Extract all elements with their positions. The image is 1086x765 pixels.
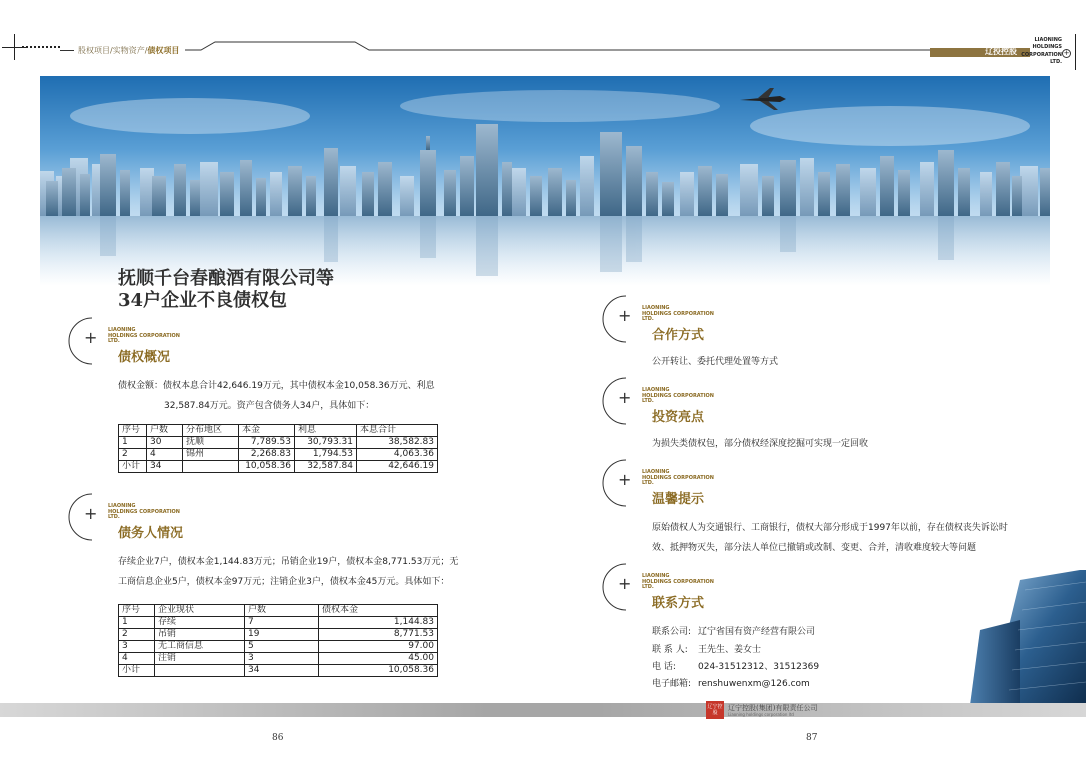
table-cell: 2,268.83 — [239, 449, 295, 461]
table-cell: 32,587.84 — [295, 461, 357, 473]
table-header-cell: 企业现状 — [155, 605, 245, 617]
section-logo — [108, 504, 180, 521]
overview-line: 32,587.84万元。资产包含债务人34户，具体如下： — [164, 401, 375, 411]
section-overview-heading — [66, 316, 296, 376]
crop-mark — [1075, 34, 1076, 70]
table-header-cell: 本息合计 — [357, 425, 438, 437]
plus-icon: + — [618, 574, 632, 593]
section-title: 合作方式 — [652, 328, 705, 343]
section-logo-line: LIAONING — [642, 573, 670, 579]
contact-key: 电子邮箱: — [652, 679, 692, 689]
breadcrumb — [78, 45, 179, 56]
table-row — [119, 617, 438, 629]
section-logo-line: LIAONING — [108, 327, 136, 333]
table-row — [119, 437, 438, 449]
table-header-cell: 本金 — [239, 425, 295, 437]
table-cell: 19 — [245, 629, 319, 641]
section-logo-line: LTD. — [108, 338, 120, 345]
table-header-cell: 序号 — [119, 425, 147, 437]
table-cell: 小计 — [119, 665, 155, 677]
footer-band — [0, 703, 1086, 717]
cooperation-text: 公开转让、委托代理处置等方式 — [652, 357, 779, 367]
notice-line: 原始债权人为交通银行、工商银行，债权大部分形成于1997年以前，存在债权丧失诉讼时 — [652, 523, 1008, 533]
table-cell: 2 — [119, 449, 147, 461]
plus-icon: + — [618, 470, 632, 489]
plus-icon: + — [84, 504, 98, 523]
section-title: 联系方式 — [652, 596, 705, 611]
table-cell: 10,058.36 — [319, 665, 438, 677]
table-cell: 锦州 — [183, 449, 239, 461]
table-cell: 97.00 — [319, 641, 438, 653]
overview-paragraph — [118, 376, 478, 416]
contact-value: 王先生、姜女士 — [698, 645, 762, 655]
contact-value[interactable]: renshuwenxm@126.com — [698, 679, 810, 689]
header-logo-line: LTD. — [1050, 58, 1062, 65]
table-cell: 抚顺 — [183, 437, 239, 449]
plus-icon: + — [84, 328, 98, 347]
page-number-right: 87 — [806, 733, 818, 743]
table-row — [119, 665, 438, 677]
table-row — [119, 641, 438, 653]
section-logo-line: HOLDINGS CORPORATION — [108, 332, 180, 339]
header-rule-left — [60, 50, 74, 51]
table-cell: 7,789.53 — [239, 437, 295, 449]
table-cell: 2 — [119, 629, 155, 641]
table-row — [119, 629, 438, 641]
table-header-cell: 利息 — [295, 425, 357, 437]
section-logo-line: LIAONING — [108, 503, 136, 509]
section-logo-line: HOLDINGS CORPORATION — [642, 474, 714, 481]
project-title — [118, 268, 334, 312]
section-title: 投资亮点 — [652, 410, 705, 425]
debtor-line: 存续企业7户，债权本金1,144.83万元；吊销企业19户，债权本金8,771.53万元；无 — [118, 557, 459, 567]
section-logo-line: HOLDINGS CORPORATION — [642, 578, 714, 585]
section-logo-line: LIAONING — [642, 305, 670, 311]
section-logo — [642, 574, 714, 591]
highlight-text: 为损失类债权包，部分债权经深度挖掘可实现一定回收 — [652, 439, 869, 449]
section-logo-line: LIAONING — [642, 469, 670, 475]
section-title: 温馨提示 — [652, 492, 705, 507]
header-logo-line: CORPORATION — [1021, 52, 1062, 58]
page-number-left: 86 — [272, 733, 284, 743]
city-skyline-illustration — [40, 76, 1050, 286]
section-logo — [108, 328, 180, 345]
plus-icon: + — [618, 306, 632, 325]
table-header-cell: 户数 — [147, 425, 183, 437]
contact-row-phone — [652, 659, 819, 672]
section-logo-line: LTD. — [642, 316, 654, 323]
section-contact-heading — [600, 562, 830, 622]
table-cell: 42,646.19 — [357, 461, 438, 473]
table-row — [119, 461, 438, 473]
section-title: 债权概况 — [118, 350, 171, 365]
header-brand-label: 辽投控股 — [985, 47, 1017, 56]
plus-circle-icon: + — [1063, 49, 1070, 57]
table-cell: 4 — [147, 449, 183, 461]
table-header-cell: 户数 — [245, 605, 319, 617]
contact-value: 024-31512312、31512369 — [698, 662, 820, 672]
hero-skyline-image — [40, 76, 1050, 286]
table-cell: 5 — [245, 641, 319, 653]
table-cell: 存续 — [155, 617, 245, 629]
breadcrumb-path: 股权项目/实物资产/ — [78, 46, 148, 55]
table-cell: 34 — [147, 461, 183, 473]
footer-company-name: 辽宁控股(集团)有限责任公司 — [728, 704, 818, 712]
section-debtor-heading — [66, 492, 296, 552]
section-logo — [642, 306, 714, 323]
section-logo — [642, 470, 714, 487]
section-title: 债务人情况 — [118, 526, 184, 541]
company-logo-seal: 辽宁控股 — [706, 701, 724, 719]
table-cell: 7 — [245, 617, 319, 629]
table-cell: 1,144.83 — [319, 617, 438, 629]
section-notice-heading — [600, 458, 830, 518]
section-logo-line: LIAONING — [642, 387, 670, 393]
table-cell: 1 — [119, 437, 147, 449]
plus-icon: + — [618, 388, 632, 407]
project-title-line1: 抚顺千台春酿酒有限公司等 — [118, 268, 334, 289]
table-cell: 30,793.31 — [295, 437, 357, 449]
table-cell: 45.00 — [319, 653, 438, 665]
section-logo-line: LTD. — [642, 398, 654, 405]
section-logo-line: LTD. — [642, 584, 654, 591]
contact-row-company — [652, 624, 815, 637]
table-cell: 4 — [119, 653, 155, 665]
overview-table — [118, 424, 438, 473]
footer-company-name-en: Liaoning holdings corporation ltd — [728, 712, 794, 717]
table-row — [119, 449, 438, 461]
section-logo-line: LTD. — [108, 514, 120, 521]
debtor-line: 工商信息企业5户，债权本金97万元；注销企业3户，债权本金45万元。具体如下： — [118, 577, 450, 587]
section-logo-line: LTD. — [642, 480, 654, 487]
notice-paragraph — [652, 518, 1008, 558]
contact-key: 联 系 人: — [652, 645, 688, 655]
table-cell: 小计 — [119, 461, 147, 473]
table-cell: 注销 — [155, 653, 245, 665]
table-cell: 38,582.83 — [357, 437, 438, 449]
table-cell: 34 — [245, 665, 319, 677]
header-logo-line: LIAONING — [1034, 37, 1062, 43]
debtor-paragraph — [118, 552, 478, 592]
section-highlight-heading — [600, 376, 830, 436]
contact-value: 辽宁省国有资产经营有限公司 — [698, 627, 816, 637]
contact-row-email — [652, 676, 810, 689]
airplane-icon — [740, 88, 786, 110]
header-dots — [22, 46, 60, 52]
contact-key: 联系公司: — [652, 627, 692, 637]
table-cell: 3 — [119, 641, 155, 653]
section-logo-line: HOLDINGS CORPORATION — [642, 310, 714, 317]
table-cell: 1 — [119, 617, 155, 629]
table-cell: 8,771.53 — [319, 629, 438, 641]
table-header-cell: 序号 — [119, 605, 155, 617]
project-title-line2: 34户企业不良债权包 — [118, 290, 288, 311]
table-header-row — [119, 605, 438, 617]
table-cell: 30 — [147, 437, 183, 449]
contact-row-person — [652, 642, 761, 655]
table-cell: 10,058.36 — [239, 461, 295, 473]
contact-key: 电 话: — [652, 662, 676, 672]
table-cell — [183, 461, 239, 473]
notice-line: 效、抵押物灭失，部分法人单位已撤销或改制、变更、合并，清收难度较大等问题 — [652, 543, 977, 553]
table-header-cell: 分布地区 — [183, 425, 239, 437]
debtor-table — [118, 604, 438, 677]
table-header-cell: 债权本金 — [319, 605, 438, 617]
section-logo-line: HOLDINGS CORPORATION — [108, 508, 180, 515]
table-cell: 3 — [245, 653, 319, 665]
section-cooperation-heading — [600, 294, 830, 354]
table-cell: 无工商信息 — [155, 641, 245, 653]
section-logo — [642, 388, 714, 405]
overview-line: 债权金额：债权本息合计42,646.19万元，其中债权本金10,058.36万元、利息 — [118, 381, 435, 391]
header-rule — [185, 40, 935, 54]
table-cell: 4,063.36 — [357, 449, 438, 461]
table-cell: 吊销 — [155, 629, 245, 641]
header-logo — [1016, 37, 1062, 65]
breadcrumb-current: 债权项目 — [147, 46, 180, 55]
table-cell — [155, 665, 245, 677]
header-logo-line: HOLDINGS — [1032, 43, 1062, 50]
section-logo-line: HOLDINGS CORPORATION — [642, 392, 714, 399]
glass-tower-image — [960, 560, 1086, 705]
table-row — [119, 653, 438, 665]
table-header-row — [119, 425, 438, 437]
table-cell: 1,794.53 — [295, 449, 357, 461]
